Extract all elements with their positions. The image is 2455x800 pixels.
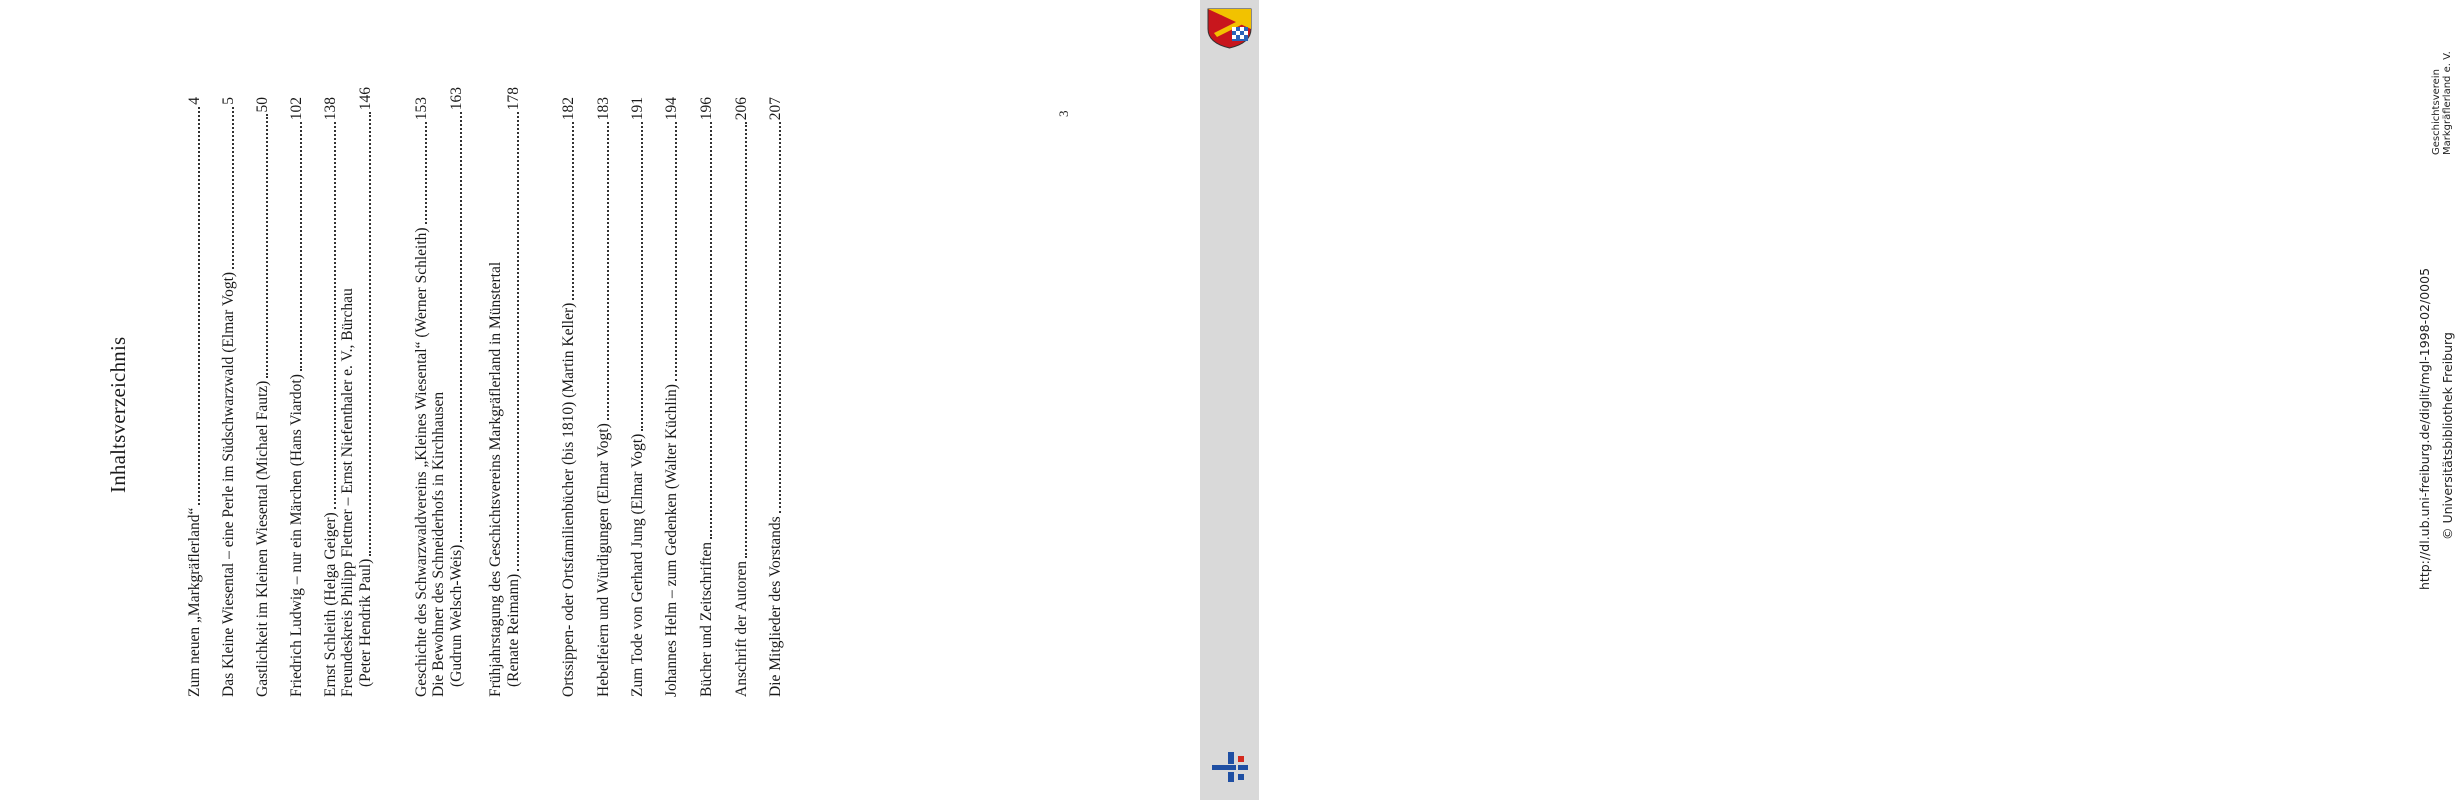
toc-entry: [487, 87, 523, 697]
toc-entry-title: Zum neuen „Markgräflerland“: [186, 507, 203, 697]
toc-page-number: 50: [254, 97, 271, 113]
toc-entry: [629, 97, 647, 697]
toc-entry-line: [220, 97, 238, 697]
toc-entry-line: [560, 97, 578, 697]
ub-freiburg-logo-icon: [1210, 748, 1250, 784]
toc-entry-line: [339, 97, 357, 697]
dot-leader: [265, 115, 268, 378]
toc-page-number: 102: [288, 97, 305, 121]
toc-page-number: 183: [595, 97, 612, 121]
toc-entry: [560, 97, 578, 697]
toc-entry: [767, 97, 785, 697]
toc-entry-author: (Peter Hendrik Paul): [357, 558, 374, 687]
dot-leader: [231, 107, 234, 269]
coat-of-arms-icon: [1206, 7, 1253, 49]
page-number: 3: [1056, 110, 1071, 117]
toc-entry-title: Johannes Helm – zum Gedenken (Walter Küchlin): [663, 384, 680, 697]
toc-entry-title: Die Bewohner des Schneiderhofs in Kirchhausen: [430, 391, 447, 697]
toc-entry-line: [663, 97, 681, 697]
copyright-notice: © Universitätsbibliothek Freiburg: [2440, 332, 2455, 540]
toc-entry-title: Bücher und Zeitschriften: [698, 542, 715, 697]
dot-leader: [424, 122, 427, 224]
toc-entry-line: [186, 97, 204, 697]
toc-entry: [595, 97, 613, 697]
dot-leader: [299, 122, 302, 371]
toc-entry-title: Friedrich Ludwig – nur ein Märchen (Hans Viardot): [288, 374, 305, 697]
toc-entry: [220, 97, 238, 697]
toc-entry: [288, 97, 306, 697]
dot-leader: [640, 122, 643, 431]
toc-entry-line: [430, 97, 448, 697]
toc-entry-line: [322, 97, 340, 697]
toc-entry-line: [767, 97, 785, 697]
toc-page-number: 194: [663, 97, 680, 121]
toc-entry-author: (Renate Reimann): [505, 573, 522, 687]
toc-entry-line: [733, 97, 751, 697]
association-line1: Geschichtsverein: [2431, 69, 2442, 155]
toc-entry: [663, 97, 681, 697]
permalink-url[interactable]: http://dl.ub.uni-freiburg.de/diglit/mgl-1998-02/0005: [2417, 267, 2432, 590]
association-line2: Markgräflerland e. V.: [2442, 51, 2453, 155]
dot-leader: [459, 112, 462, 541]
toc-entry-title: Anschrift der Autoren: [733, 560, 750, 697]
dot-leader: [571, 122, 574, 299]
toc-entry: [322, 97, 340, 697]
toc-page-number: 178: [505, 87, 522, 111]
toc-entry-title: Zum Tode von Gerhard Jung (Elmar Vogt): [629, 433, 646, 697]
page-title: Inhaltsverzeichnis: [106, 336, 130, 493]
toc-entry: [186, 97, 204, 697]
toc-page-number: 163: [448, 87, 465, 111]
toc-entry-line: [254, 97, 272, 697]
toc-entry-title: Ortssippen- oder Ortsfamilienbücher (bis 1810) (Martin Keller): [560, 302, 577, 697]
toc-entry: [733, 97, 751, 697]
toc-entry-title: Geschichte des Schwarzwaldvereins „Kleines Wiesental“ (Werner Schleith): [413, 227, 430, 697]
dot-leader: [197, 107, 200, 505]
toc-entry-line: [288, 97, 306, 697]
toc-page-number: 5: [220, 97, 237, 105]
toc-entry-title: Gastlichkeit im Kleinen Wiesental (Michael Fautz): [254, 380, 271, 697]
dot-leader: [744, 122, 747, 558]
dot-leader: [516, 112, 519, 571]
toc-entry-title: Frühjahrstagung des Geschichtsvereins Markgräflerland in Münstertal: [487, 261, 504, 697]
toc-page-number: 207: [767, 97, 784, 121]
toc-page-number: 153: [413, 97, 430, 121]
dot-leader: [333, 122, 336, 509]
toc-entry-title: Die Mitglieder des Vorstands: [767, 516, 784, 697]
toc-entry-title: Ernst Schleith (Helga Geiger): [322, 512, 339, 697]
dot-leader: [606, 122, 609, 420]
toc-page-number: 206: [733, 97, 750, 121]
viewer-sidebar: [1200, 0, 2455, 800]
toc-page-number: 191: [629, 97, 646, 121]
toc-page-number: 182: [560, 97, 577, 121]
toc-entry-line: [413, 97, 431, 697]
toc-entry: [339, 87, 375, 697]
toc-entry-line: [357, 87, 375, 697]
toc-entry-title: Das Kleine Wiesental – eine Perle im Südschwarzwald (Elmar Vogt): [220, 271, 237, 697]
toc-entry-line: [448, 87, 466, 697]
dot-leader: [778, 122, 781, 513]
toc-entry-line: [595, 97, 613, 697]
toc-entry: [698, 97, 716, 697]
toc-entry-line: [505, 87, 523, 697]
scanned-page: [0, 0, 1200, 800]
association-name: [2431, 51, 2453, 155]
toc-page-number: 146: [357, 87, 374, 111]
toc-entry-line: [629, 97, 647, 697]
toc-page-number: 138: [322, 97, 339, 121]
toc-entry: [430, 87, 466, 697]
dot-leader: [674, 122, 677, 381]
toc-page-number: 196: [698, 97, 715, 121]
toc-entry-line: [487, 97, 505, 697]
toc-entry-line: [698, 97, 716, 697]
toc-entry: [413, 97, 431, 697]
toc-entry-author: (Gudrun Welsch-Weis): [448, 544, 465, 687]
toc-entry: [254, 97, 272, 697]
toc-entry-title: Freundeskreis Philipp Flettner – Ernst Niefenthaler e. V., Bürchau: [339, 288, 356, 697]
dot-leader: [368, 112, 371, 555]
toc-entry-title: Hebelfeiern und Würdigungen (Elmar Vogt): [595, 423, 612, 697]
dot-leader: [709, 122, 712, 539]
toc-page-number: 4: [186, 97, 203, 105]
